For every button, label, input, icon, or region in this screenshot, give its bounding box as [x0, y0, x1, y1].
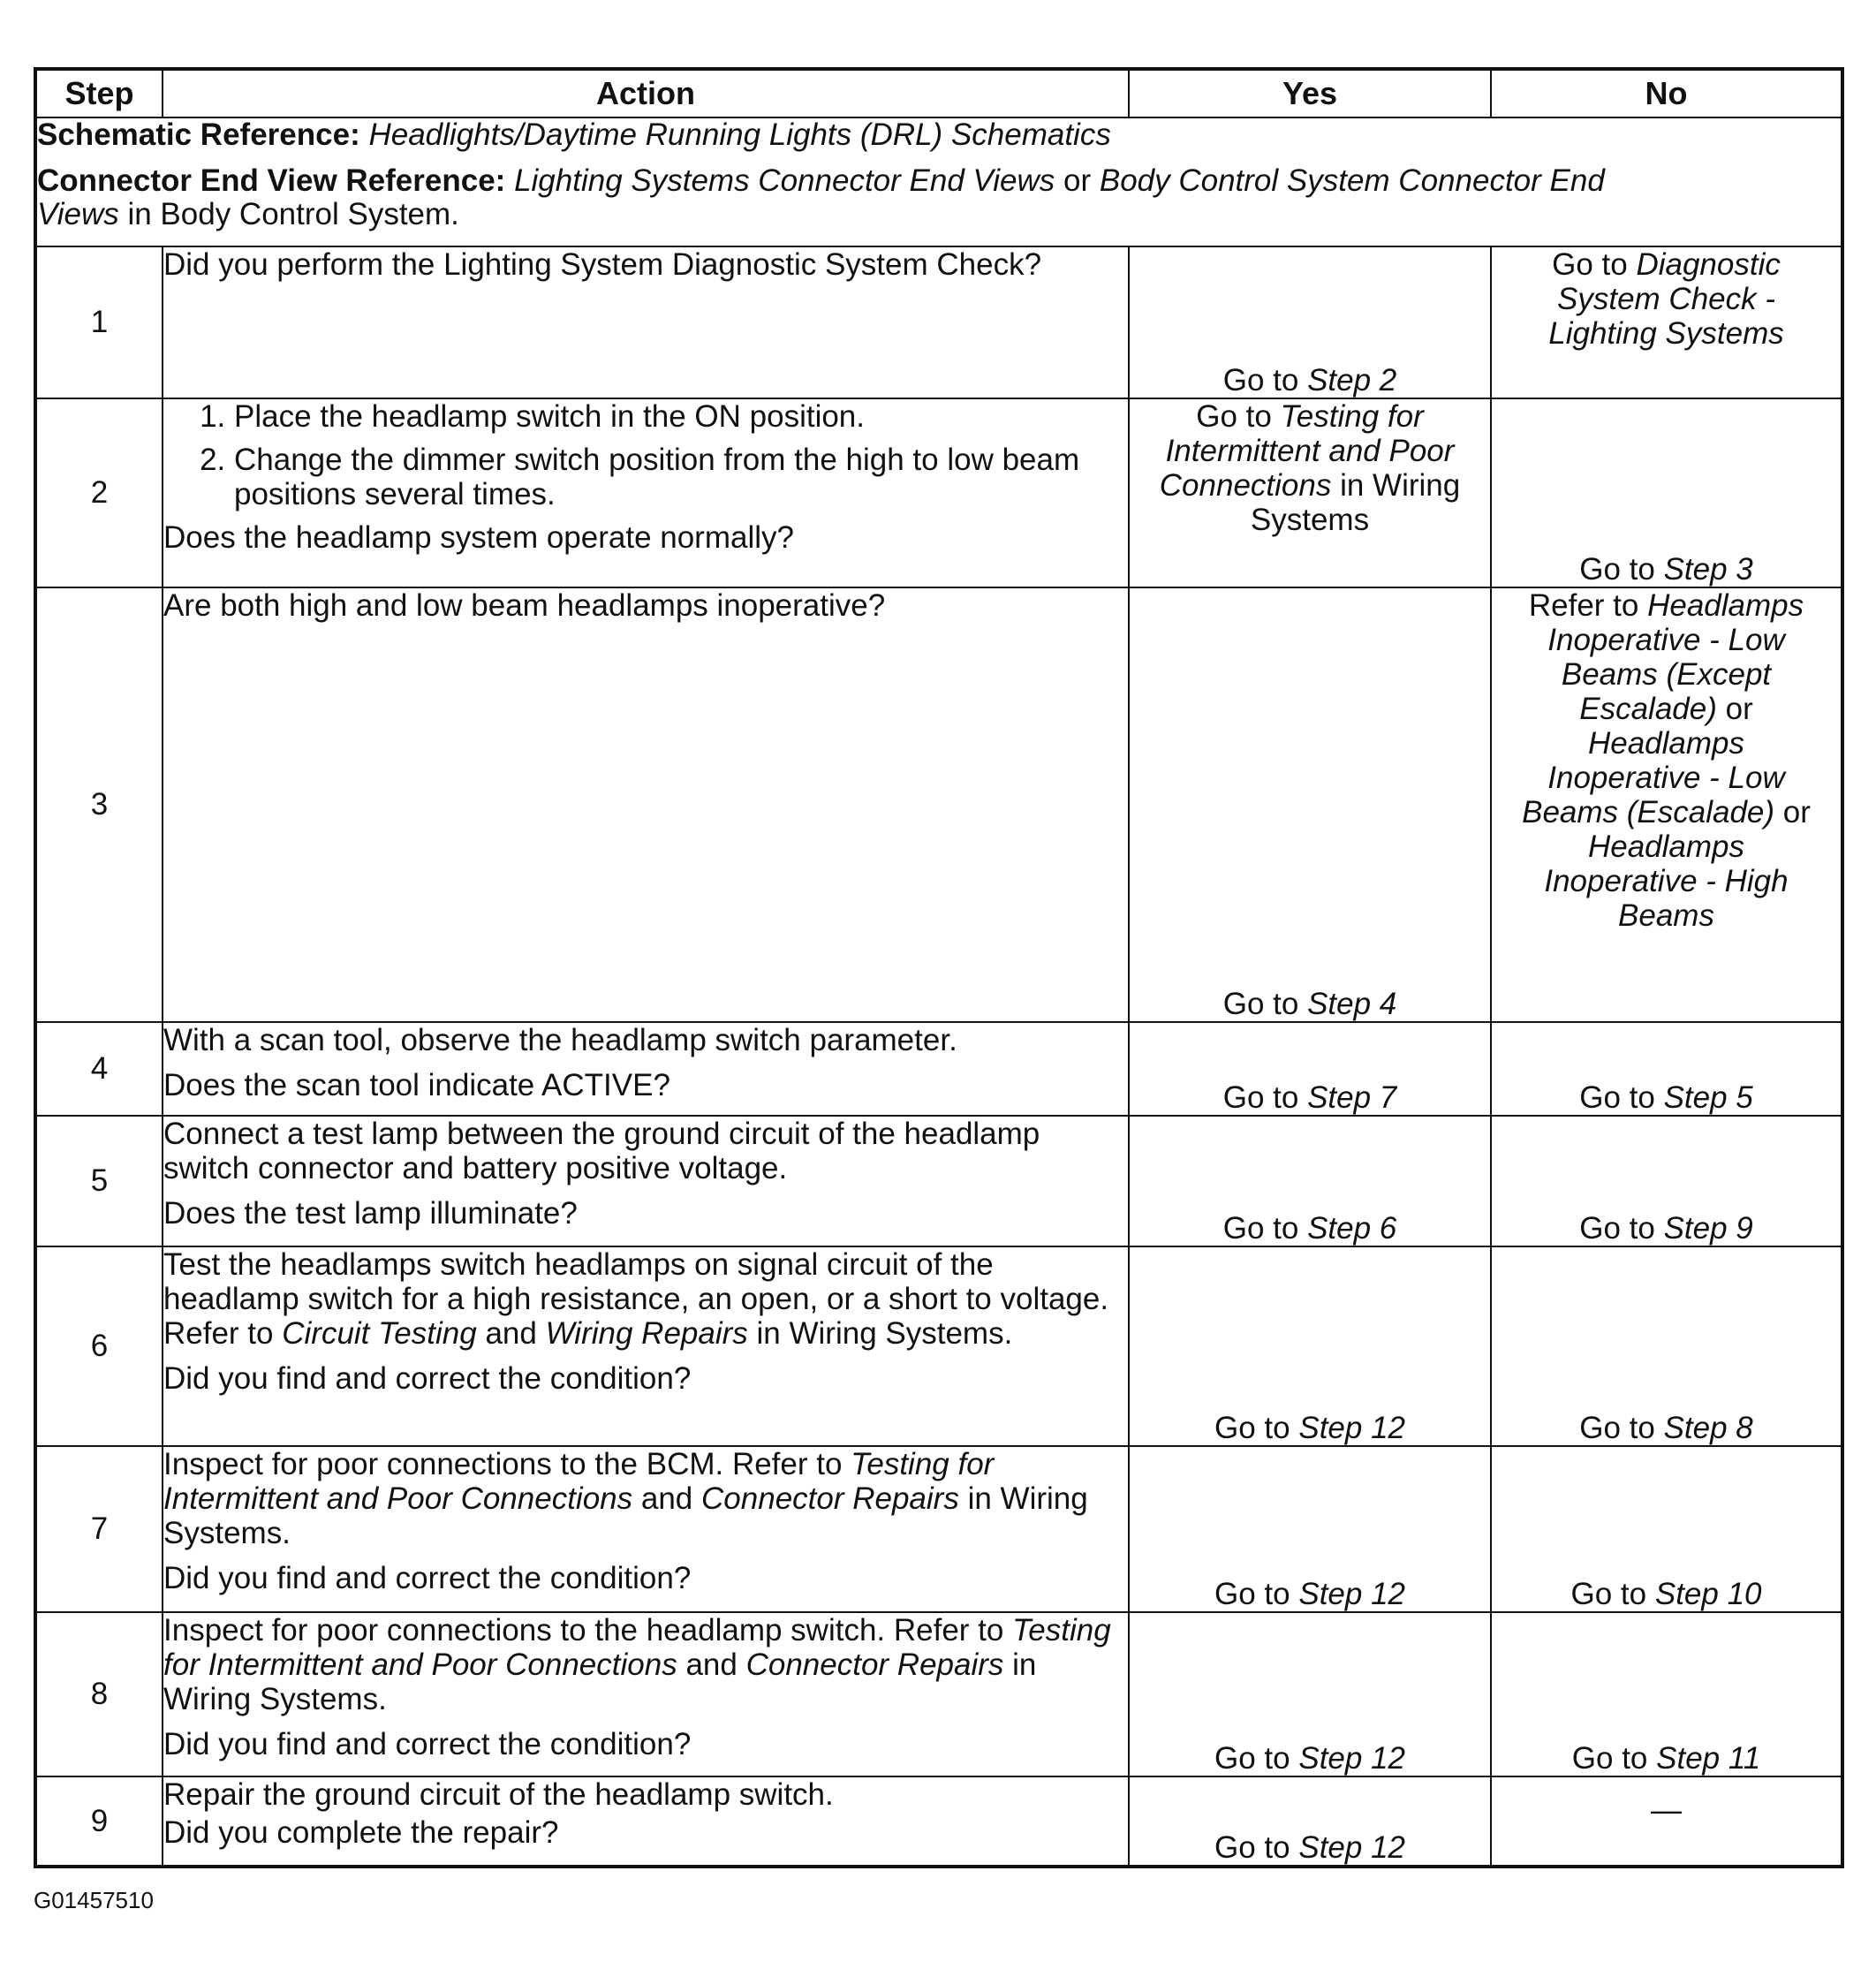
no-prefix: Refer to — [1528, 588, 1639, 623]
action-cell — [163, 1776, 1129, 1867]
action-list-item: 1. Place the headlamp switch in the ON position. — [234, 399, 1128, 434]
action-link-1[interactable]: Testing for Intermittent and Poor Connections — [163, 1447, 995, 1516]
reference-cell — [35, 117, 1842, 246]
table-row — [35, 1446, 1842, 1612]
yes-prefix: Go to — [1222, 1211, 1299, 1246]
header-yes: Yes — [1129, 69, 1491, 117]
action-cell — [163, 1022, 1129, 1116]
header-no: No — [1491, 69, 1842, 117]
no-link[interactable]: Step 11 — [1656, 1741, 1761, 1776]
step-number: 8 — [35, 1612, 163, 1776]
yes-cell — [1129, 246, 1491, 398]
yes-cell — [1129, 1776, 1491, 1867]
connector-reference-link-1[interactable]: Lighting Systems Connector End Views — [514, 163, 1055, 198]
yes-cell — [1129, 1022, 1491, 1116]
step-number: 7 — [35, 1446, 163, 1612]
no-prefix: Go to — [1571, 1741, 1648, 1776]
yes-prefix: Go to — [1196, 399, 1272, 434]
action-and: and — [640, 1481, 693, 1516]
action-text-prefix: Inspect for poor connections to the BCM. Refer to — [163, 1447, 843, 1481]
action-cell — [163, 246, 1129, 398]
yes-prefix: Go to — [1214, 1741, 1290, 1776]
connector-reference-link-2[interactable]: Body Control System Connector End Views — [37, 163, 1605, 231]
no-prefix: Go to — [1579, 1411, 1655, 1445]
table-row — [35, 1246, 1842, 1446]
table-row — [35, 246, 1842, 398]
yes-link[interactable]: Testing for Intermittent and Poor Connections — [1159, 399, 1455, 503]
no-link[interactable]: Step 5 — [1663, 1080, 1753, 1115]
no-prefix: Go to — [1579, 1080, 1655, 1115]
yes-link[interactable]: Step 7 — [1307, 1080, 1397, 1115]
action-cell — [163, 1116, 1129, 1246]
reference-row — [35, 117, 1842, 246]
header-row — [35, 69, 1842, 117]
no-cell — [1491, 1446, 1842, 1612]
yes-link[interactable]: Step 12 — [1298, 1577, 1405, 1611]
schematic-reference — [37, 118, 1841, 152]
action-text-suffix: in Wiring Systems. — [163, 1481, 1088, 1550]
yes-link[interactable]: Step 12 — [1298, 1411, 1405, 1445]
action-question: Did you complete the repair? — [163, 1815, 559, 1850]
table-row — [35, 1776, 1842, 1867]
table-row — [35, 587, 1842, 1022]
action-text-suffix: in Wiring Systems. — [756, 1316, 1013, 1351]
yes-prefix: Go to — [1214, 1830, 1290, 1865]
action-link-2[interactable]: Wiring Repairs — [545, 1316, 748, 1351]
connector-reference-suffix: in Body Control System. — [127, 197, 459, 231]
header-action: Action — [163, 69, 1129, 117]
schematic-reference-link[interactable]: Headlights/Daytime Running Lights (DRL) Schematics — [368, 117, 1111, 152]
action-question: Does the test lamp illuminate? — [163, 1196, 578, 1231]
no-or: or — [1725, 692, 1753, 726]
action-list-item: 2. Change the dimmer switch position from the high to low beam positions several times. — [234, 443, 1128, 511]
table-row — [35, 1612, 1842, 1776]
action-question: Did you find and correct the condition? — [163, 1561, 692, 1595]
action-text-prefix: Inspect for poor connections to the headlamp switch. Refer to — [163, 1613, 1004, 1648]
connector-reference-or: or — [1063, 163, 1092, 198]
action-cell — [163, 1446, 1129, 1612]
no-cell — [1491, 1246, 1842, 1446]
table-row — [35, 1116, 1842, 1246]
step-number: 3 — [35, 587, 163, 1022]
no-cell — [1491, 587, 1842, 1022]
action-text — [163, 1613, 1128, 1716]
yes-cell — [1129, 587, 1491, 1022]
yes-cell — [1129, 1116, 1491, 1246]
yes-prefix: Go to — [1222, 987, 1299, 1021]
no-link[interactable]: Step 10 — [1654, 1577, 1762, 1611]
step-number: 1 — [35, 246, 163, 398]
action-text-suffix: in Wiring Systems. — [163, 1648, 1037, 1716]
action-list — [163, 399, 1128, 511]
diagnostic-table — [34, 67, 1844, 1868]
action-link-2[interactable]: Connector Repairs — [701, 1481, 959, 1516]
yes-link[interactable]: Step 12 — [1298, 1830, 1405, 1865]
action-cell — [163, 1612, 1129, 1776]
action-question: Did you find and correct the condition? — [163, 1361, 692, 1396]
action-text — [163, 1447, 1128, 1550]
no-cell — [1491, 246, 1842, 398]
no-link[interactable]: Step 8 — [1663, 1411, 1753, 1445]
yes-cell — [1129, 1446, 1491, 1612]
figure-id: G01457510 — [34, 1887, 154, 1913]
step-number: 4 — [35, 1022, 163, 1116]
no-or: or — [1782, 795, 1811, 829]
yes-suffix: in Wiring Systems — [1250, 468, 1461, 537]
action-question: Are both high and low beam headlamps inoperative? — [163, 588, 886, 623]
yes-prefix: Go to — [1214, 1577, 1290, 1611]
no-prefix: Go to — [1552, 247, 1628, 282]
schematic-reference-label: Schematic Reference: — [37, 117, 360, 152]
no-cell — [1491, 1776, 1842, 1867]
yes-cell — [1129, 1612, 1491, 1776]
action-question: Does the scan tool indicate ACTIVE? — [163, 1068, 670, 1102]
yes-link[interactable]: Step 2 — [1307, 363, 1397, 398]
action-cell — [163, 587, 1129, 1022]
no-link[interactable]: Diagnostic System Check - Lighting Systems — [1548, 247, 1784, 351]
action-text — [163, 1247, 1128, 1351]
no-link[interactable]: Step 9 — [1663, 1211, 1753, 1246]
no-prefix: Go to — [1579, 552, 1655, 587]
table-row — [35, 1022, 1842, 1116]
action-question: Did you find and correct the condition? — [163, 1727, 692, 1761]
action-cell — [163, 398, 1129, 587]
action-question: Did you perform the Lighting System Diagnostic System Check? — [163, 247, 1042, 282]
no-link[interactable]: Step 3 — [1663, 552, 1753, 587]
step-number: 2 — [35, 398, 163, 587]
action-and: and — [485, 1316, 537, 1351]
yes-prefix: Go to — [1222, 1080, 1299, 1115]
no-prefix: Go to — [1579, 1211, 1655, 1246]
action-link-1[interactable]: Circuit Testing — [282, 1316, 477, 1351]
yes-prefix: Go to — [1214, 1411, 1290, 1445]
no-cell — [1491, 1022, 1842, 1116]
yes-cell — [1129, 1246, 1491, 1446]
action-text: With a scan tool, observe the headlamp switch parameter. — [163, 1023, 957, 1057]
no-cell — [1491, 398, 1842, 587]
no-dash: — — [1651, 1793, 1682, 1828]
yes-link[interactable]: Step 12 — [1298, 1741, 1405, 1776]
action-question: Does the headlamp system operate normally? — [163, 520, 794, 555]
no-cell — [1491, 1116, 1842, 1246]
connector-reference-label: Connector End View Reference: — [37, 163, 506, 198]
yes-cell — [1129, 398, 1491, 587]
table-row — [35, 398, 1842, 587]
no-link-2[interactable]: Headlamps Inoperative - Low Beams (Escalade) — [1522, 726, 1785, 829]
action-and: and — [685, 1648, 738, 1682]
step-number: 9 — [35, 1776, 163, 1867]
yes-link[interactable]: Step 6 — [1307, 1211, 1397, 1246]
action-cell — [163, 1246, 1129, 1446]
yes-link[interactable]: Step 4 — [1307, 987, 1397, 1021]
step-number: 5 — [35, 1116, 163, 1246]
no-prefix: Go to — [1570, 1577, 1647, 1611]
connector-reference — [37, 164, 1653, 231]
action-text: Connect a test lamp between the ground circuit of the headlamp switch connector and battery positive voltage. — [163, 1117, 1040, 1185]
action-link-2[interactable]: Connector Repairs — [745, 1648, 1004, 1682]
yes-prefix: Go to — [1222, 363, 1299, 398]
action-text-prefix: Test the headlamps switch headlamps on signal circuit of the headlamp switch for a high resistance, an open, or a short to voltage. Refer to — [163, 1247, 1109, 1351]
action-text: Repair the ground circuit of the headlamp switch. — [163, 1777, 834, 1812]
no-link-1[interactable]: Headlamps Inoperative - Low Beams (Except Escalade) — [1547, 588, 1804, 726]
no-link-3[interactable]: Headlamps Inoperative - High Beams — [1544, 829, 1789, 933]
step-number: 6 — [35, 1246, 163, 1446]
no-cell — [1491, 1612, 1842, 1776]
header-step: Step — [35, 69, 163, 117]
action-link-1[interactable]: Testing for Intermittent and Poor Connections — [163, 1613, 1111, 1682]
